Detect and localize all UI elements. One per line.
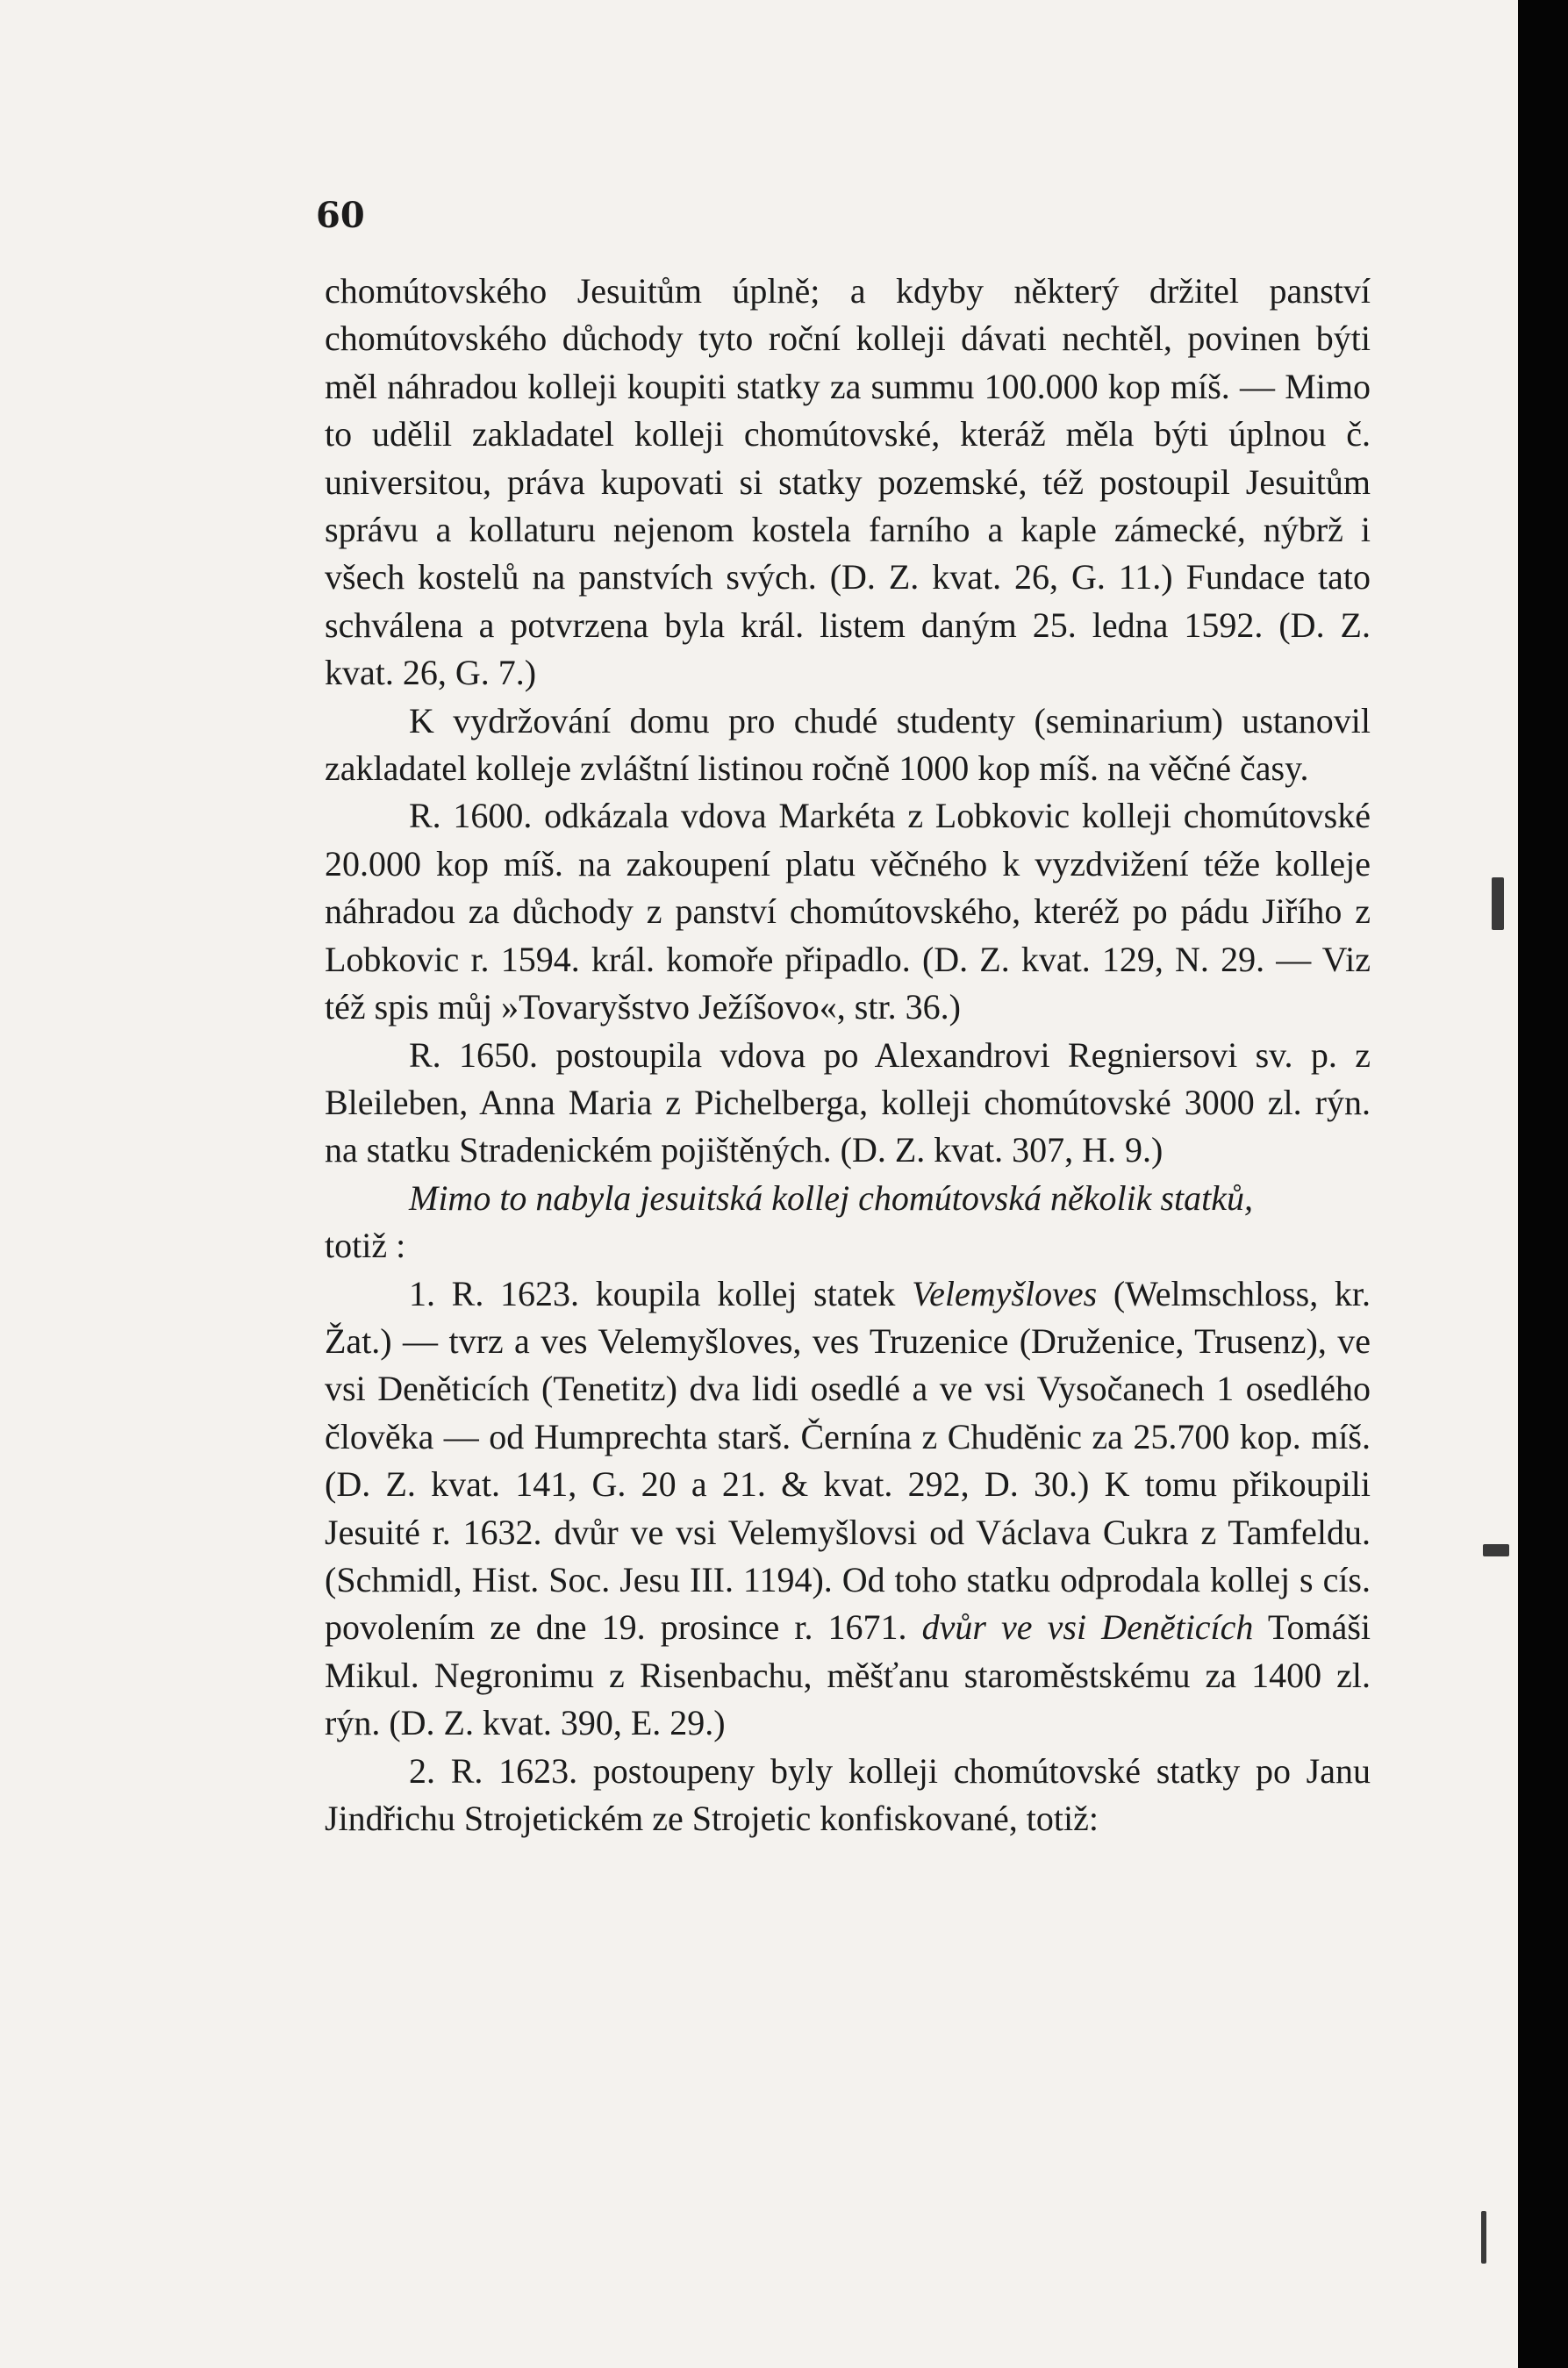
item-1-lead: 1. R. 1623. koupila kollej statek [409,1273,896,1313]
page-number: 60 [316,195,365,236]
scan-mark [1481,2211,1486,2264]
paragraph-item-1 [325,1270,1371,1748]
section-heading-tail: totiž : [325,1226,406,1266]
paragraph-item-2: 2. R. 1623. postoupeny byly kolleji chomútovské statky po Janu Jindřichu Strojetickém ze Strojetic konfiskované, totiž: [325,1750,1371,1838]
item-1-tail: Tomáši Mikul. Negronimu z Risenbachu, měšťanu staroměstskému za 1400 zl. rýn. (D. Z. kvat. 390, E. 29.) [325,1607,1371,1743]
paragraph-1: chomútovského Jesuitům úplně; a kdyby některý držitel panství chomútovského důchody tyto roční kolleji dávati nechtěl, povinen býti měl náhradou kolleji koupiti statky za summu 100.000 kop míš. — Mimo to udělil zakladatel kolleji chomútovské, kteráž měla býti úplnou č. universitou, práva kupovati si statky pozemské, též postoupil Jesuitům správu a kollaturu nejenom kostela farního a kaple zámecké, nýbrž i všech kostelů na panstvích svých. (D. Z. kvat. 26, G. 11.) Fundace tato schválena a potvrzena byla král. listem daným 25. ledna 1592. (D. Z. kvat. 26, G. 7.) [325,271,1371,693]
scan-border [1518,0,1568,2368]
scan-mark [1492,877,1504,930]
scan-mark [1483,1544,1509,1556]
paragraph-4: R. 1650. postoupila vdova po Alexandrovi Regniersovi sv. p. z Bleileben, Anna Maria z Pichelberga, kolleji chomútovské 3000 zl. rýn. na statku Stradenickém pojištěných. (D. Z. kvat. 307, H. 9.) [325,1034,1371,1170]
item-1-court-name: dvůr ve vsi Denĕticích [921,1607,1254,1648]
item-1-body: (Welmschloss, kr. Žat.) — tvrz a ves Velemyšloves, ves Truzenice (Druženice, Trusenz), ve vsi Deněticích (Tenetitz) dva lidi osedlé a ve vsi Vysočanech 1 osedlého člověka — od Humprechta starš. Černína z Chudĕnic za 25.700 kop. míš. (D. Z. kvat. 141, G. 20 a 21. & kvat. 292, D. 30.) K tomu přikoupili Jesuité r. 1632. dvůr ve vsi Velemyšlovsi od Václava Cukra z Tamfeldu. (Schmidl, Hist. Soc. Jesu III. 1194). Od toho statku odprodala kollej s cís. povolením ze dne 19. prosince r. 1671. [325,1273,1371,1648]
paragraph-3: R. 1600. odkázala vdova Markéta z Lobkovic kolleji chomútovské 20.000 kop míš. na zakoupení platu věčného k vyzdvižení téže kolleje náhradou za důchody z panství chomútovského, kteréž po pádu Jiřího z Lobkovic r. 1594. král. komoře připadlo. (D. Z. kvat. 129, N. 29. — Viz též spis můj »Tovaryšstvo Ježíšovo«, str. 36.) [325,796,1371,1027]
item-1-estate-name: Velemyšloves [912,1273,1098,1313]
text-body [325,268,1371,1842]
section-heading: Mimo to nabyla jesuitská kollej chomútovská několik statků, [409,1177,1253,1218]
paragraph-2: K vydržování domu pro chudé studenty (seminarium) ustanovil zakladatel kolleje zvláštní listinou ročně 1000 kop míš. na věčné časy. [325,700,1371,789]
